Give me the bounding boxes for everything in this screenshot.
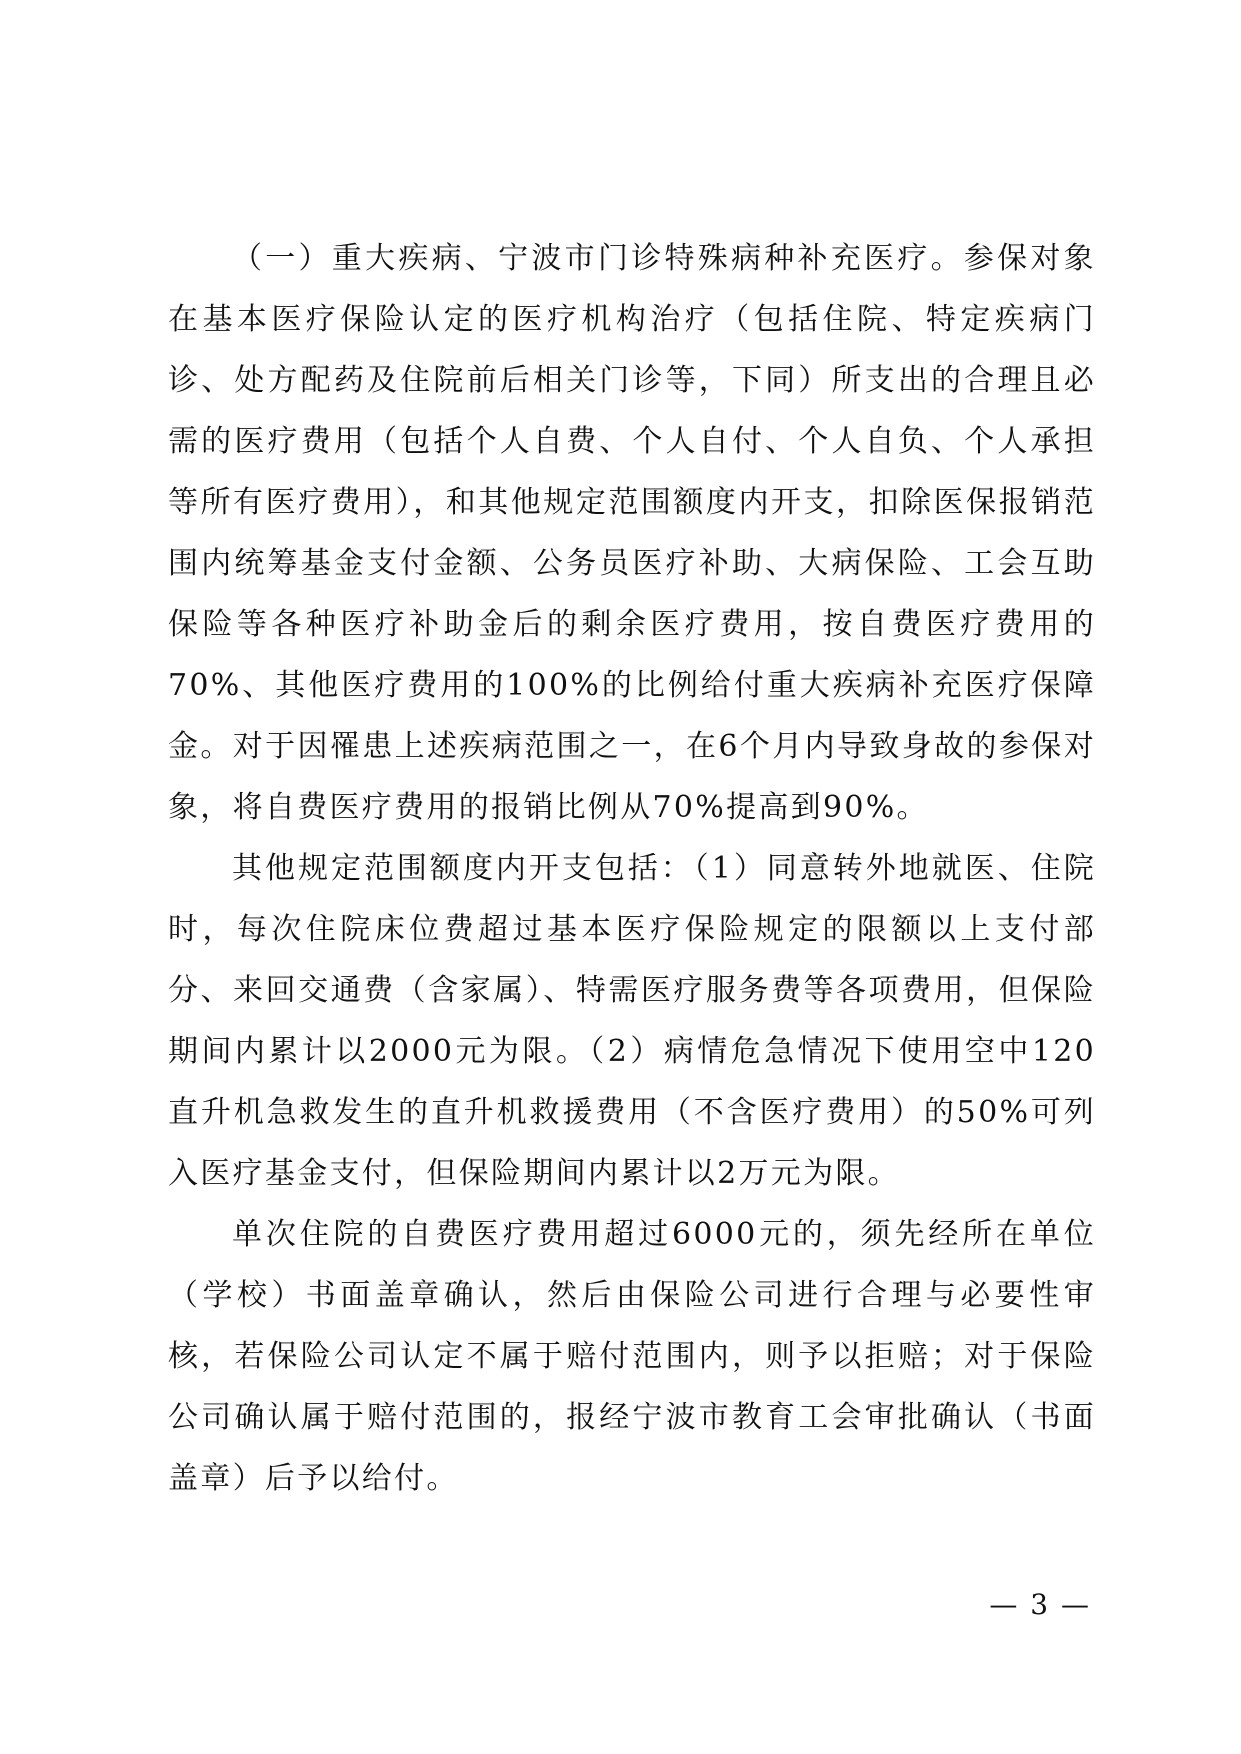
paragraph-major-disease: （一）重大疾病、宁波市门诊特殊病种补充医疗。参保对象在基本医疗保险认定的医疗机构治疗（包括住院、特定疾病门诊、处方配药及住院前后相关门诊等，下同）所支出的合理且必需的医疗费用（包括个人自费、个人自付、个人自负、个人承担等所有医疗费用），和其他规定范围额度内开支，扣除医保报销范围内统筹基金支付金额、公务员医疗补助、大病保险、工会互助保险等各种医疗补助金后的剩余医疗费用，按自费医疗费用的70%、其他医疗费用的100%的比例给付重大疾病补充医疗保障金。对于因罹患上述疾病范围之一，在6个月内导致身故的参保对象，将自费医疗费用的报销比例从70%提高到90%。 xyxy=(168,241,1096,825)
paragraph-single-hospitalization: 单次住院的自费医疗费用超过6000元的，须先经所在单位（学校）书面盖章确认，然后由保险公司进行合理与必要性审核，若保险公司认定不属于赔付范围内，则予以拒赔；对于保险公司确认属于赔付范围的，报经宁波市教育工会审批确认（书面盖章）后予以给付。 xyxy=(168,1217,1096,1496)
page-number: — 3 — xyxy=(989,1588,1091,1621)
paragraph-other-expenses: 其他规定范围额度内开支包括：（1）同意转外地就医、住院时，每次住院床位费超过基本医疗保险规定的限额以上支付部分、来回交通费（含家属）、特需医疗服务费等各项费用，但保险期间内累计以2000元为限。（2）病情危急情况下使用空中120直升机急救发生的直升机救援费用（不含医疗费用）的50%可列入医疗基金支付，但保险期间内累计以2万元为限。 xyxy=(168,851,1096,1191)
document-body xyxy=(168,228,1096,1509)
